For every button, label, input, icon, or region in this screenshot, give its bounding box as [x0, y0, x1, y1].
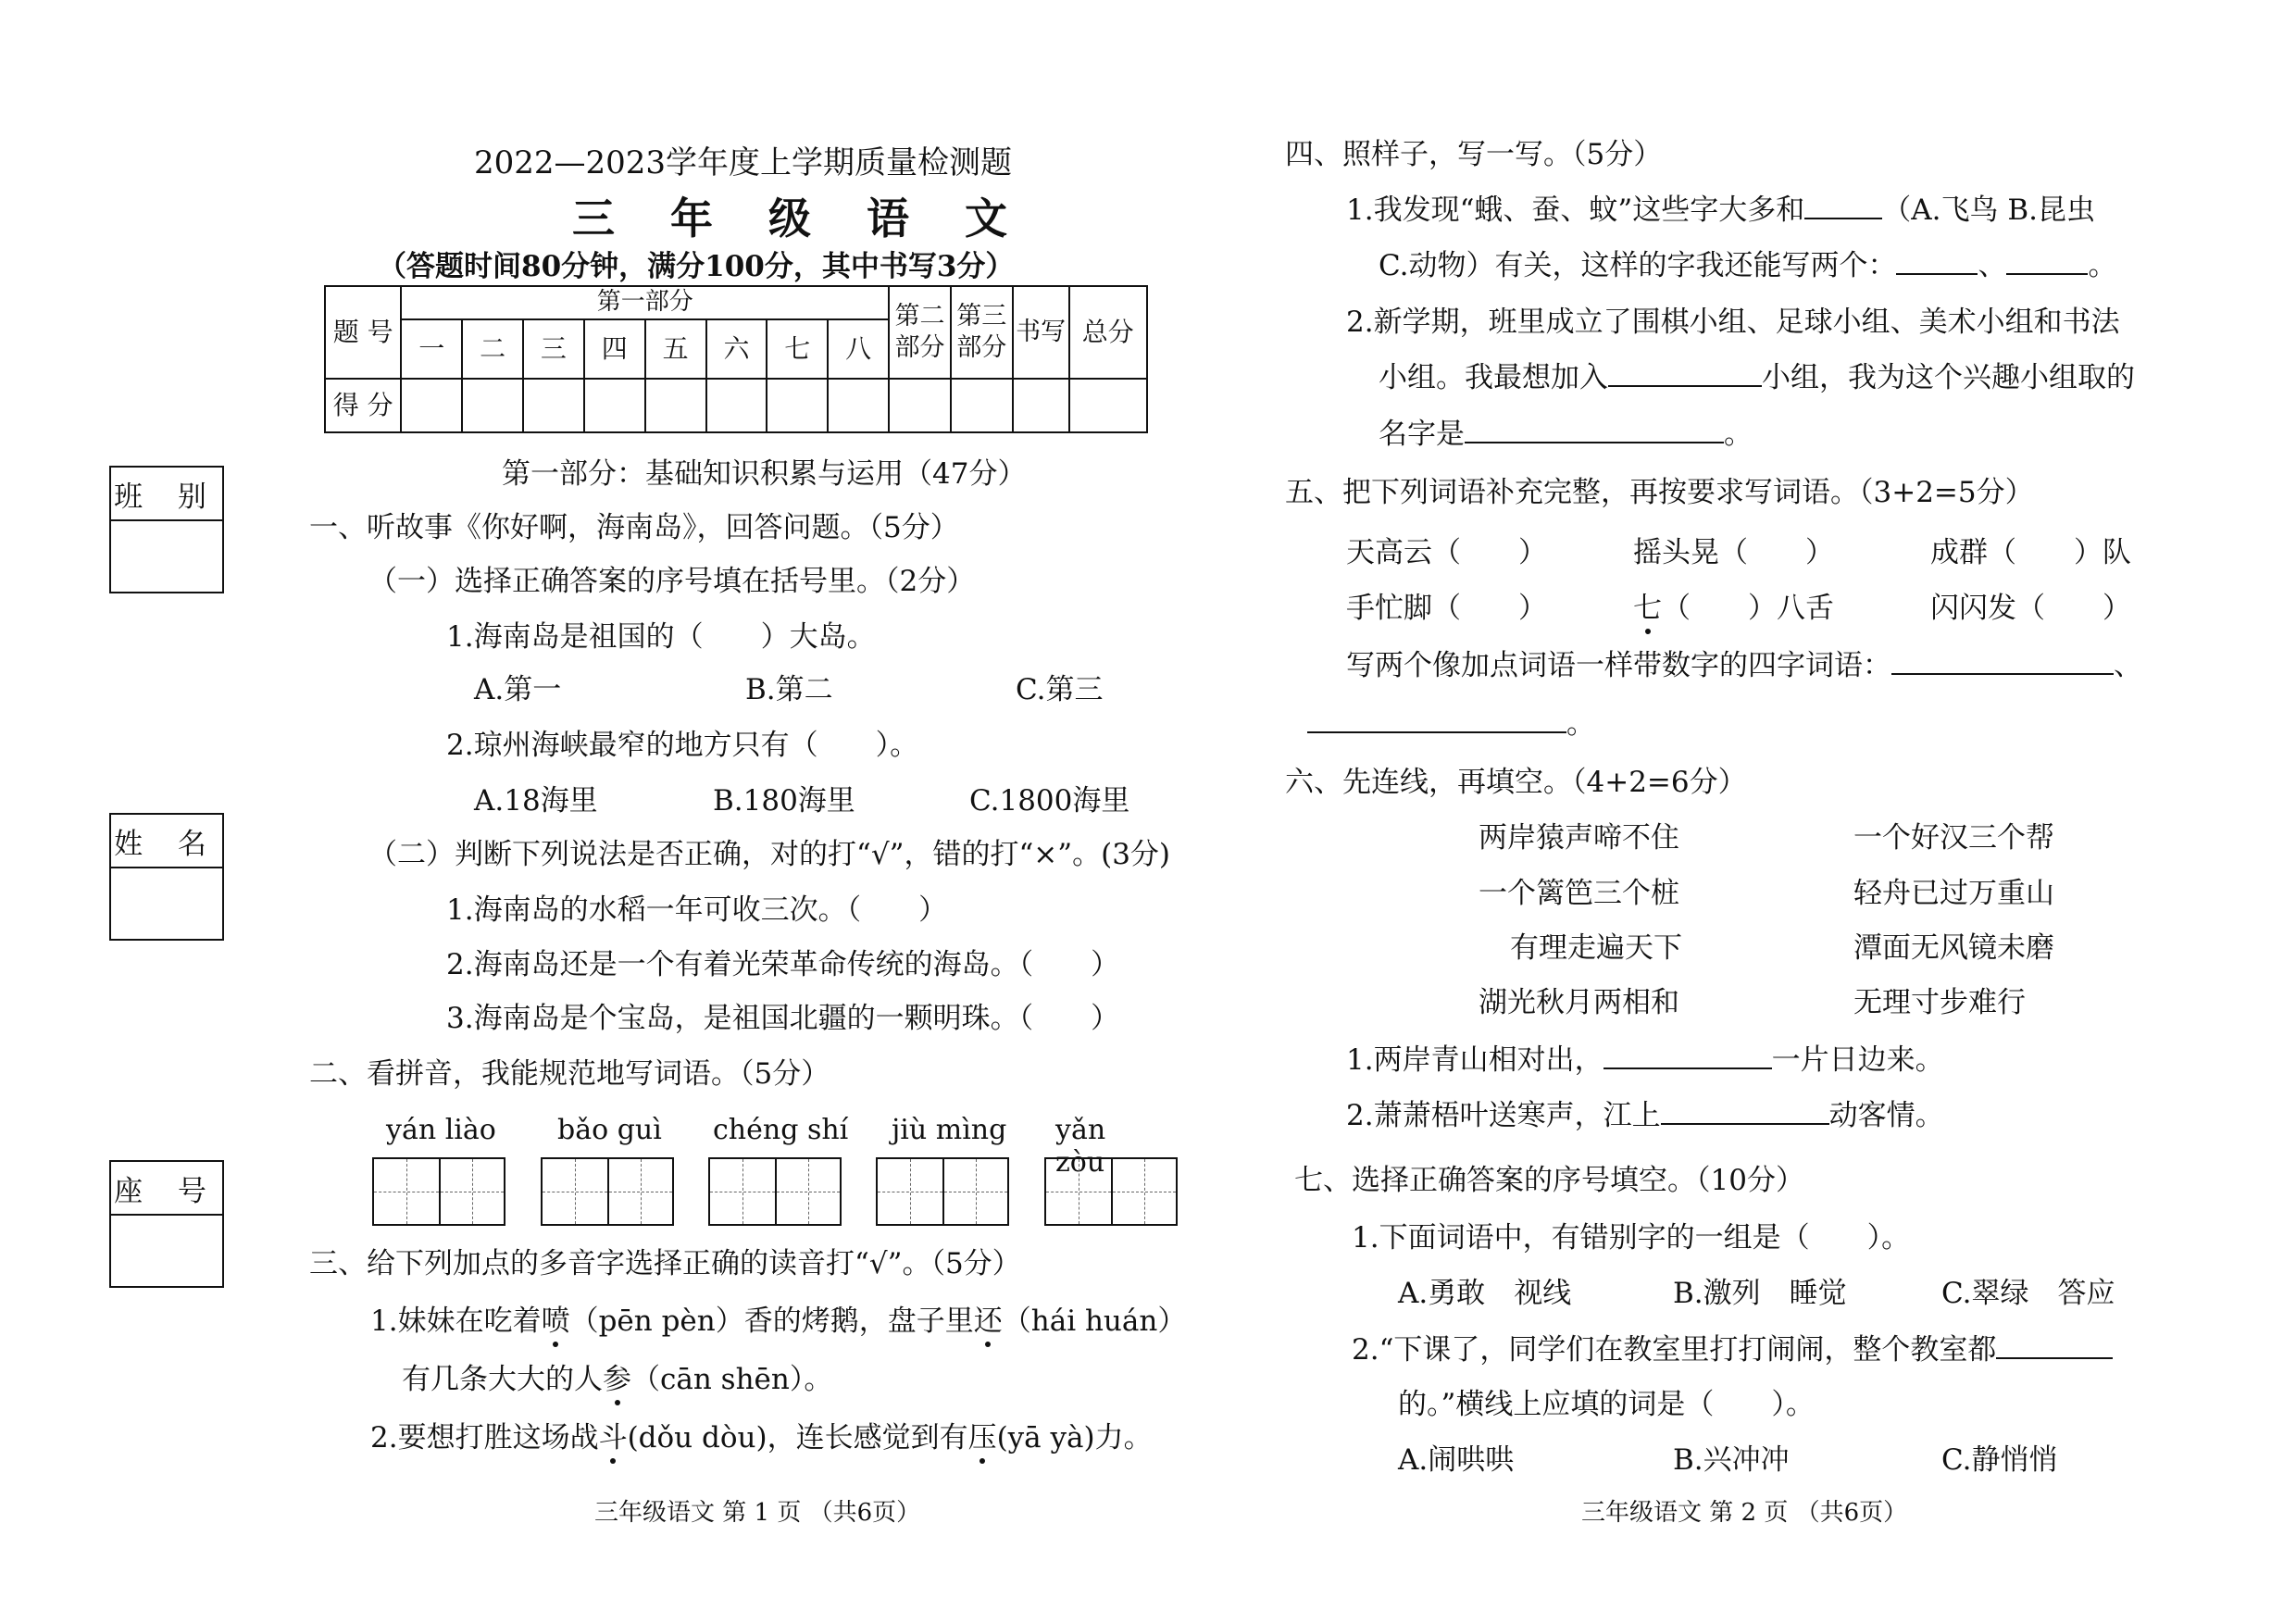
q3-text: 有几条大大的人 [402, 1363, 603, 1396]
q1-2-option-c: C.1800海里 [969, 784, 1130, 818]
q4-title: 四、照样子，写一写。（5分） [1285, 138, 1663, 171]
q3-line-1 [370, 1307, 1186, 1336]
q4-text: 名字是 [1379, 418, 1465, 451]
q4-text: 、 [1978, 249, 2007, 282]
answer-blank[interactable] [1996, 1337, 2113, 1359]
q2-title: 二、看拼音，我能规范地写词语。（5分） [309, 1057, 830, 1091]
q4-text: 小组。我最想加入 [1379, 361, 1608, 394]
q4-text: C.动物）有关，这样的字我还能写两个： [1379, 249, 1897, 282]
writing-grid-3[interactable] [708, 1157, 842, 1226]
q4-line-2 [1379, 249, 2117, 282]
judge-1: 1.海南岛的水稻一年可收三次。（ ） [446, 893, 948, 927]
q6-fill-1 [1346, 1043, 1944, 1077]
dotted-char: 还 [973, 1305, 1003, 1338]
q1-1-option-a: A.第一 [474, 673, 562, 706]
seat-field [109, 1160, 224, 1288]
q1-2-option-a: A.18海里 [474, 784, 598, 818]
q1-2-text: 2.琼州海峡最窄的地方只有（ ）。 [446, 729, 919, 762]
q1-1-option-b: B.第二 [745, 673, 833, 706]
score-cell[interactable] [462, 379, 523, 432]
writing-header: 书写 [1013, 286, 1069, 379]
score-cell[interactable] [523, 379, 584, 432]
judge-2: 2.海南岛还是一个有着光荣革命传统的海岛。（ ） [446, 948, 1120, 981]
q7-2-line-2: 的。”横线上应填的词是（ ）。 [1398, 1388, 1815, 1421]
q6-text: 1.两岸青山相对出， [1346, 1043, 1603, 1077]
q6-right-2[interactable]: 轻舟已过万重山 [1853, 877, 2054, 910]
pinyin-3: chéng shí [713, 1114, 849, 1146]
answer-blank[interactable] [1465, 421, 1724, 443]
q6-right-4[interactable]: 无理寸步难行 [1853, 986, 2026, 1019]
seat-input[interactable] [111, 1216, 222, 1286]
q7-text: 2.“下课了，同学们在教室里打打闹闹，整个教室都 [1352, 1333, 1997, 1367]
q5-text: 舌 [1805, 592, 1834, 625]
answer-blank[interactable] [2006, 253, 2088, 275]
answer-blank[interactable] [1603, 1047, 1772, 1069]
q6-left-3[interactable]: 有理走遍天下 [1510, 931, 1682, 965]
dotted-char: 斗 [598, 1421, 628, 1454]
page1-footer: 三年级语文 第 1 页 （共6页） [594, 1499, 921, 1527]
exam-year-title: 2022—2023学年度上学期质量检测题 [474, 144, 1013, 181]
q3-line-3 [370, 1421, 1153, 1454]
q3-line-2 [402, 1363, 833, 1396]
q4-line-4 [1379, 361, 2135, 394]
q7-2-option-c: C.静悄悄 [1941, 1443, 2058, 1477]
q5-text: 。 [1566, 707, 1595, 741]
q5-ask-line [1346, 649, 2142, 682]
dotted-char: 七 [1633, 592, 1662, 625]
score-cell[interactable] [767, 379, 828, 432]
q7-title: 七、选择正确答案的序号填空。（10分） [1294, 1164, 1804, 1197]
q4-text: 1.我发现“蛾、蚕、蚊”这些字大多和 [1346, 194, 1805, 227]
seat-label: 座 号 [111, 1162, 222, 1216]
q4-text: 。 [2088, 249, 2117, 282]
col-header: 二 [462, 319, 523, 379]
judge-3: 3.海南岛是个宝岛，是祖国北疆的一颗明珠。（ ） [446, 1002, 1120, 1035]
score-cell[interactable] [951, 379, 1013, 432]
answer-blank[interactable] [1661, 1103, 1829, 1125]
col-header: 八 [828, 319, 889, 379]
q1-1-option-c: C.第三 [1016, 673, 1104, 706]
name-label: 姓 名 [111, 815, 222, 868]
q7-2-line-1 [1352, 1333, 2113, 1367]
pinyin-5: yǎn zòu [1055, 1114, 1106, 1179]
q6-text: 动客情。 [1828, 1099, 1944, 1132]
score-cell[interactable] [584, 379, 645, 432]
q1-sub2-title: （二）判断下列说法是否正确，对的打“√”，错的打“×”。(3分) [368, 838, 1171, 871]
q4-text: 小组，我为这个兴趣小组取的 [1762, 361, 2135, 394]
q4-line-3: 2.新学期，班里成立了围棋小组、足球小组、美术小组和书法 [1346, 306, 2120, 339]
q7-1-text: 1.下面词语中，有错别字的一组是（ ）。 [1352, 1221, 1911, 1255]
q4-text: （A.飞鸟 B.昆虫 [1882, 194, 2096, 227]
question-number-label: 题 号 [325, 286, 401, 379]
page2-footer: 三年级语文 第 2 页 （共6页） [1581, 1499, 1908, 1527]
q3-text: 1.妹妹在吃着 [370, 1305, 542, 1338]
col-header: 一 [401, 319, 462, 379]
answer-blank[interactable] [1891, 653, 2114, 675]
score-cell[interactable] [828, 379, 889, 432]
q5-word-2: 摇头晃（ ） [1633, 536, 1834, 569]
answer-blank[interactable] [1896, 253, 1978, 275]
q3-text: 2.要想打胜这场战 [370, 1421, 599, 1454]
q3-text: (dǒu dòu)，连长感觉到有 [627, 1421, 968, 1454]
q5-word-4: 手忙脚（ ） [1346, 592, 1547, 625]
dotted-char: 喷 [541, 1305, 570, 1338]
answer-blank[interactable] [1608, 365, 1762, 387]
q3-text: （hái huán） [1002, 1305, 1187, 1338]
q5-text: （ ）八 [1662, 592, 1805, 625]
q6-left-1[interactable]: 两岸猿声啼不住 [1479, 821, 1679, 855]
score-cell[interactable] [645, 379, 706, 432]
q4-text: 。 [1724, 418, 1753, 451]
answer-blank[interactable] [1307, 711, 1566, 733]
q6-right-3[interactable]: 潭面无风镜未磨 [1853, 931, 2054, 965]
q3-text: (yā yà)力。 [996, 1421, 1153, 1454]
q6-text: 2.萧萧梧叶送寒声，江上 [1346, 1099, 1661, 1132]
part2-header: 第二部分 [889, 286, 951, 379]
part3-header: 第三部分 [951, 286, 1013, 379]
pinyin-4: jiù mìng [892, 1114, 1007, 1146]
dotted-char: 压 [967, 1421, 997, 1454]
part1-title: 第一部分：基础知识积累与运用（47分） [502, 457, 1027, 491]
score-cell[interactable] [401, 379, 462, 432]
dotted-char: 参 [603, 1363, 631, 1396]
q5-word-5 [1633, 594, 1834, 623]
q3-text: （cān shēn）。 [631, 1363, 833, 1396]
q1-2-option-b: B.180海里 [713, 784, 855, 818]
col-header: 六 [706, 319, 767, 379]
writing-grid-1[interactable] [372, 1157, 505, 1226]
exam-time-note: （答题时间80分钟，满分100分，其中书写3分） [378, 250, 1015, 283]
q6-left-2[interactable]: 一个篱笆三个桩 [1479, 877, 1679, 910]
exam-page-2 [1148, 0, 2296, 1623]
q6-title: 六、先连线，再填空。（4+2=6分） [1285, 766, 1747, 799]
name-input[interactable] [111, 868, 222, 939]
score-table [324, 285, 1148, 433]
q7-1-option-b: B.激列 睡觉 [1673, 1277, 1847, 1310]
score-cell[interactable] [1069, 379, 1147, 432]
q5-word-3: 成群（ ）队 [1930, 536, 2131, 569]
score-cell[interactable] [706, 379, 767, 432]
pinyin-2: bǎo guì [557, 1114, 662, 1146]
q6-left-4[interactable]: 湖光秋月两相和 [1479, 986, 1679, 1019]
q4-line-5 [1379, 420, 1753, 449]
q5-text: 写两个像加点词语一样带数字的四字词语： [1346, 649, 1891, 682]
exam-subject-title: 三 年 级 语 文 [572, 194, 1029, 243]
part1-header: 第一部分 [401, 286, 889, 319]
class-label: 班 别 [111, 468, 222, 521]
q6-right-1[interactable]: 一个好汉三个帮 [1853, 821, 2054, 855]
total-header: 总分 [1069, 286, 1147, 379]
score-row-label: 得 分 [325, 379, 401, 432]
name-field [109, 813, 224, 941]
q5-word-6: 闪闪发（ ） [1930, 592, 2131, 625]
col-header: 七 [767, 319, 828, 379]
col-header: 四 [584, 319, 645, 379]
q1-title: 一、听故事《你好啊，海南岛》，回答问题。（5分） [309, 511, 959, 544]
col-header: 五 [645, 319, 706, 379]
class-input[interactable] [111, 521, 222, 592]
score-cell[interactable] [889, 379, 951, 432]
writing-grid-2[interactable] [541, 1157, 674, 1226]
q7-2-option-b: B.兴冲冲 [1673, 1443, 1790, 1477]
q6-fill-2 [1346, 1099, 1944, 1132]
q5-word-1: 天高云（ ） [1346, 536, 1547, 569]
q5-ask-line-2 [1307, 707, 1595, 741]
q5-text: 、 [2114, 649, 2142, 682]
q4-line-1 [1346, 196, 2095, 225]
q3-title: 三、给下列加点的多音字选择正确的读音打“√”。（5分） [309, 1247, 1021, 1280]
writing-grid-4[interactable] [876, 1157, 1009, 1226]
q3-text: （pēn pèn）香的烤鹅，盘子里 [569, 1305, 974, 1338]
q1-1-text: 1.海南岛是祖国的（ ）大岛。 [446, 620, 876, 654]
col-header: 三 [523, 319, 584, 379]
q7-1-option-c: C.翠绿 答应 [1941, 1277, 2115, 1310]
q5-title: 五、把下列词语补充完整，再按要求写词语。（3+2=5分） [1285, 476, 2034, 509]
q7-2-option-a: A.闹哄哄 [1398, 1443, 1515, 1477]
pinyin-1: yán liào [386, 1114, 496, 1146]
answer-blank[interactable] [1804, 197, 1882, 219]
score-cell[interactable] [1013, 379, 1069, 432]
q6-text: 一片日边来。 [1771, 1043, 1944, 1077]
q1-sub1-title: （一）选择正确答案的序号填在括号里。（2分） [368, 565, 976, 598]
q7-1-option-a: A.勇敢 视线 [1398, 1277, 1572, 1310]
class-field [109, 466, 224, 593]
